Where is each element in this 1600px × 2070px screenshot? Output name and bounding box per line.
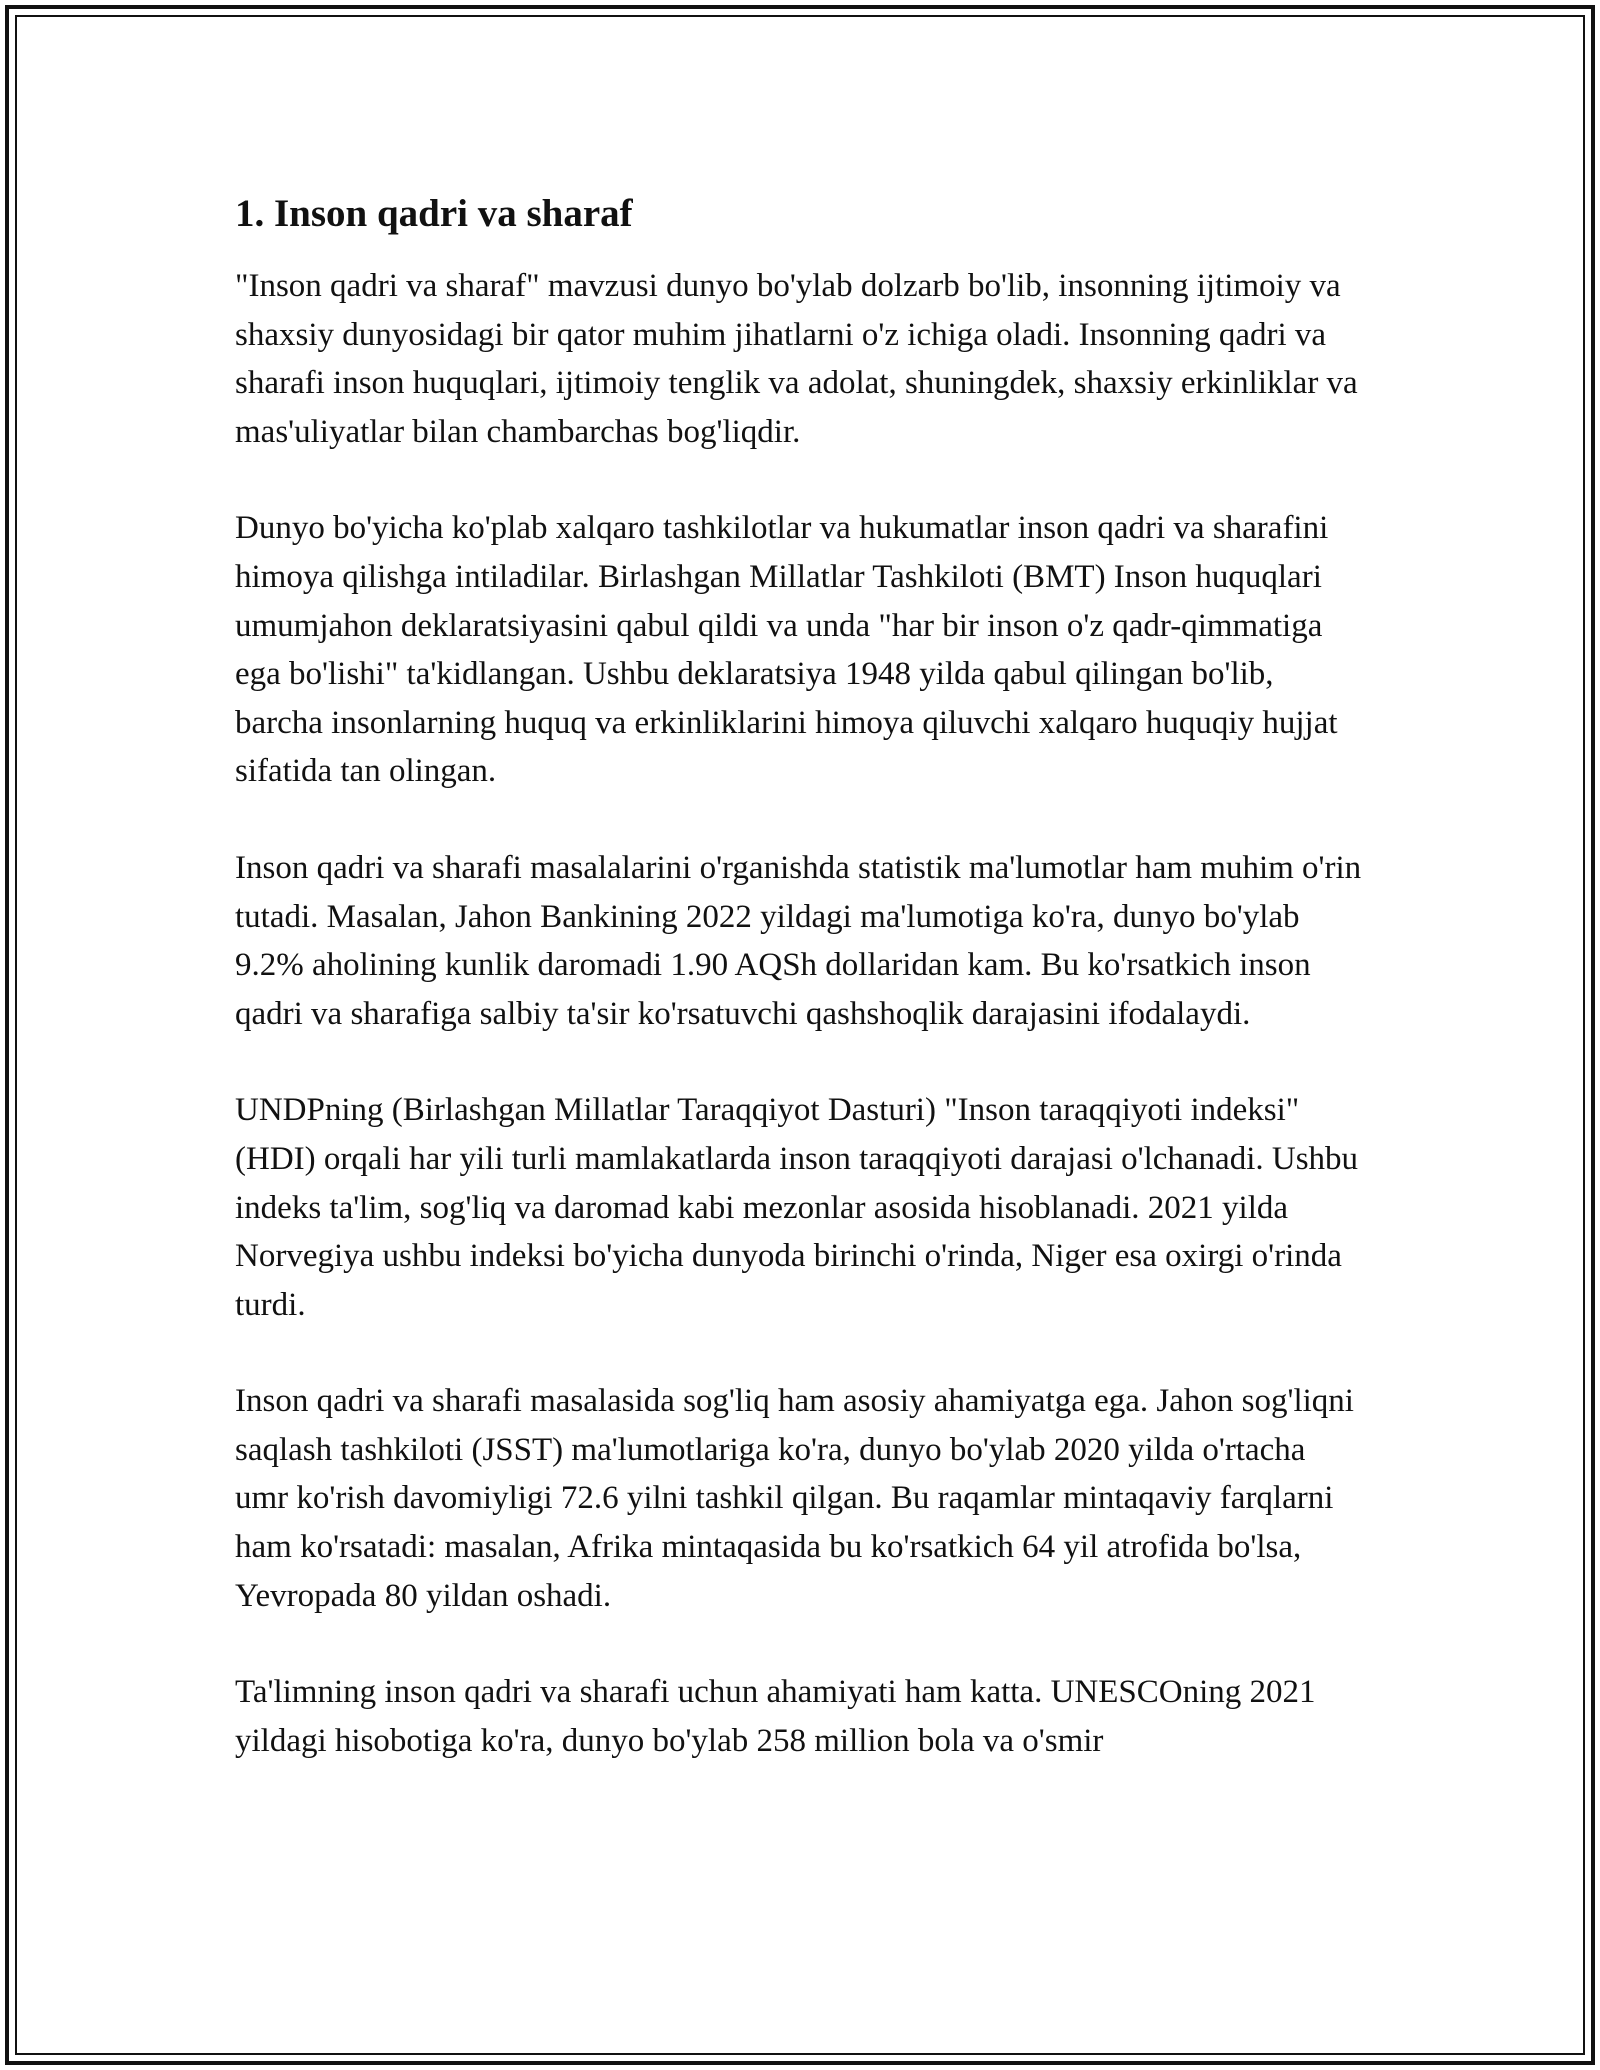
paragraph-hdi: UNDPning (Birlashgan Millatlar Taraqqiyot Dasturi) "Inson taraqqiyoti indeksi" (HDI) orqali har yili turli mamlakatlarda inson taraqqiyoti darajasi o'lchanadi. Ushbu indeks ta'lim, sog'liq va daromad kabi mezonlar asosida hisoblanadi. 2021 yilda Norvegiya ushbu indeksi bo'yicha dunyoda birinchi o'rinda, Niger esa oxirgi o'rinda turdi. — [235, 1092, 1359, 1323]
document-body — [235, 188, 1365, 1813]
section-heading: 1. Inson qadri va sharaf — [235, 192, 633, 235]
paragraph-health: Inson qadri va sharafi masalasida sog'liq ham asosiy ahamiyatga ega. Jahon sog'liqni saqlash tashkiloti (JSST) ma'lumotlariga ko'ra, dunyo bo'ylab 2020 yilda o'rtacha umr ko'rish davomiyligi 72.6 yilni tashkil qilgan. Bu raqamlar mintaqaviy farqlarni ham ko'rsatadi: masalan, Afrika mintaqasida bu ko'rsatkich 64 yil atrofida bo'lsa, Yevropada 80 yildan oshadi. — [235, 1383, 1354, 1614]
paragraph-intro: "Inson qadri va sharaf" mavzusi dunyo bo'ylab dolzarb bo'lib, insonning ijtimoiy va shaxsiy dunyosidagi bir qator muhim jihatlarni o'z ichiga oladi. Insonning qadri va sharafi inson huquqlari, ijtimoiy tenglik va adolat, shuningdek, shaxsiy erkinliklar va mas'uliyatlar bilan chambarchas bog'liqdir. — [235, 268, 1358, 450]
paragraph-education: Ta'limning inson qadri va sharafi uchun ahamiyati ham katta. UNESCOning 2021 yildagi hisobotiga ko'ra, dunyo bo'ylab 258 million bola va o'smir — [235, 1674, 1316, 1759]
paragraph-poverty-statistics: Inson qadri va sharafi masalalarini o'rganishda statistik ma'lumotlar ham muhim o'rin tutadi. Masalan, Jahon Bankining 2022 yildagi ma'lumotiga ko'ra, dunyo bo'ylab 9.2% aholining kunlik daromadi 1.90 AQSh dollaridan kam. Bu ko'rsatkich inson qadri va sharafiga salbiy ta'sir ko'rsatuvchi qashshoqlik darajasini ifodalaydi. — [235, 849, 1362, 1032]
paragraph-un-declaration: Dunyo bo'yicha ko'plab xalqaro tashkilotlar va hukumatlar inson qadri va sharafini himoya qilishga intiladilar. Birlashgan Millatlar Tashkiloti (BMT) Inson huquqlari umumjahon deklaratsiyasini qabul qildi va unda "har bir inson o'z qadr-qimmatiga ega bo'lishi" ta'kidlangan. Ushbu deklaratsiya 1948 yilda qabul qilingan bo'lib, barcha insonlarning huquq va erkinliklarini himoya qiluvchi xalqaro huquqiy hujjat sifatida tan olingan. — [235, 510, 1338, 790]
